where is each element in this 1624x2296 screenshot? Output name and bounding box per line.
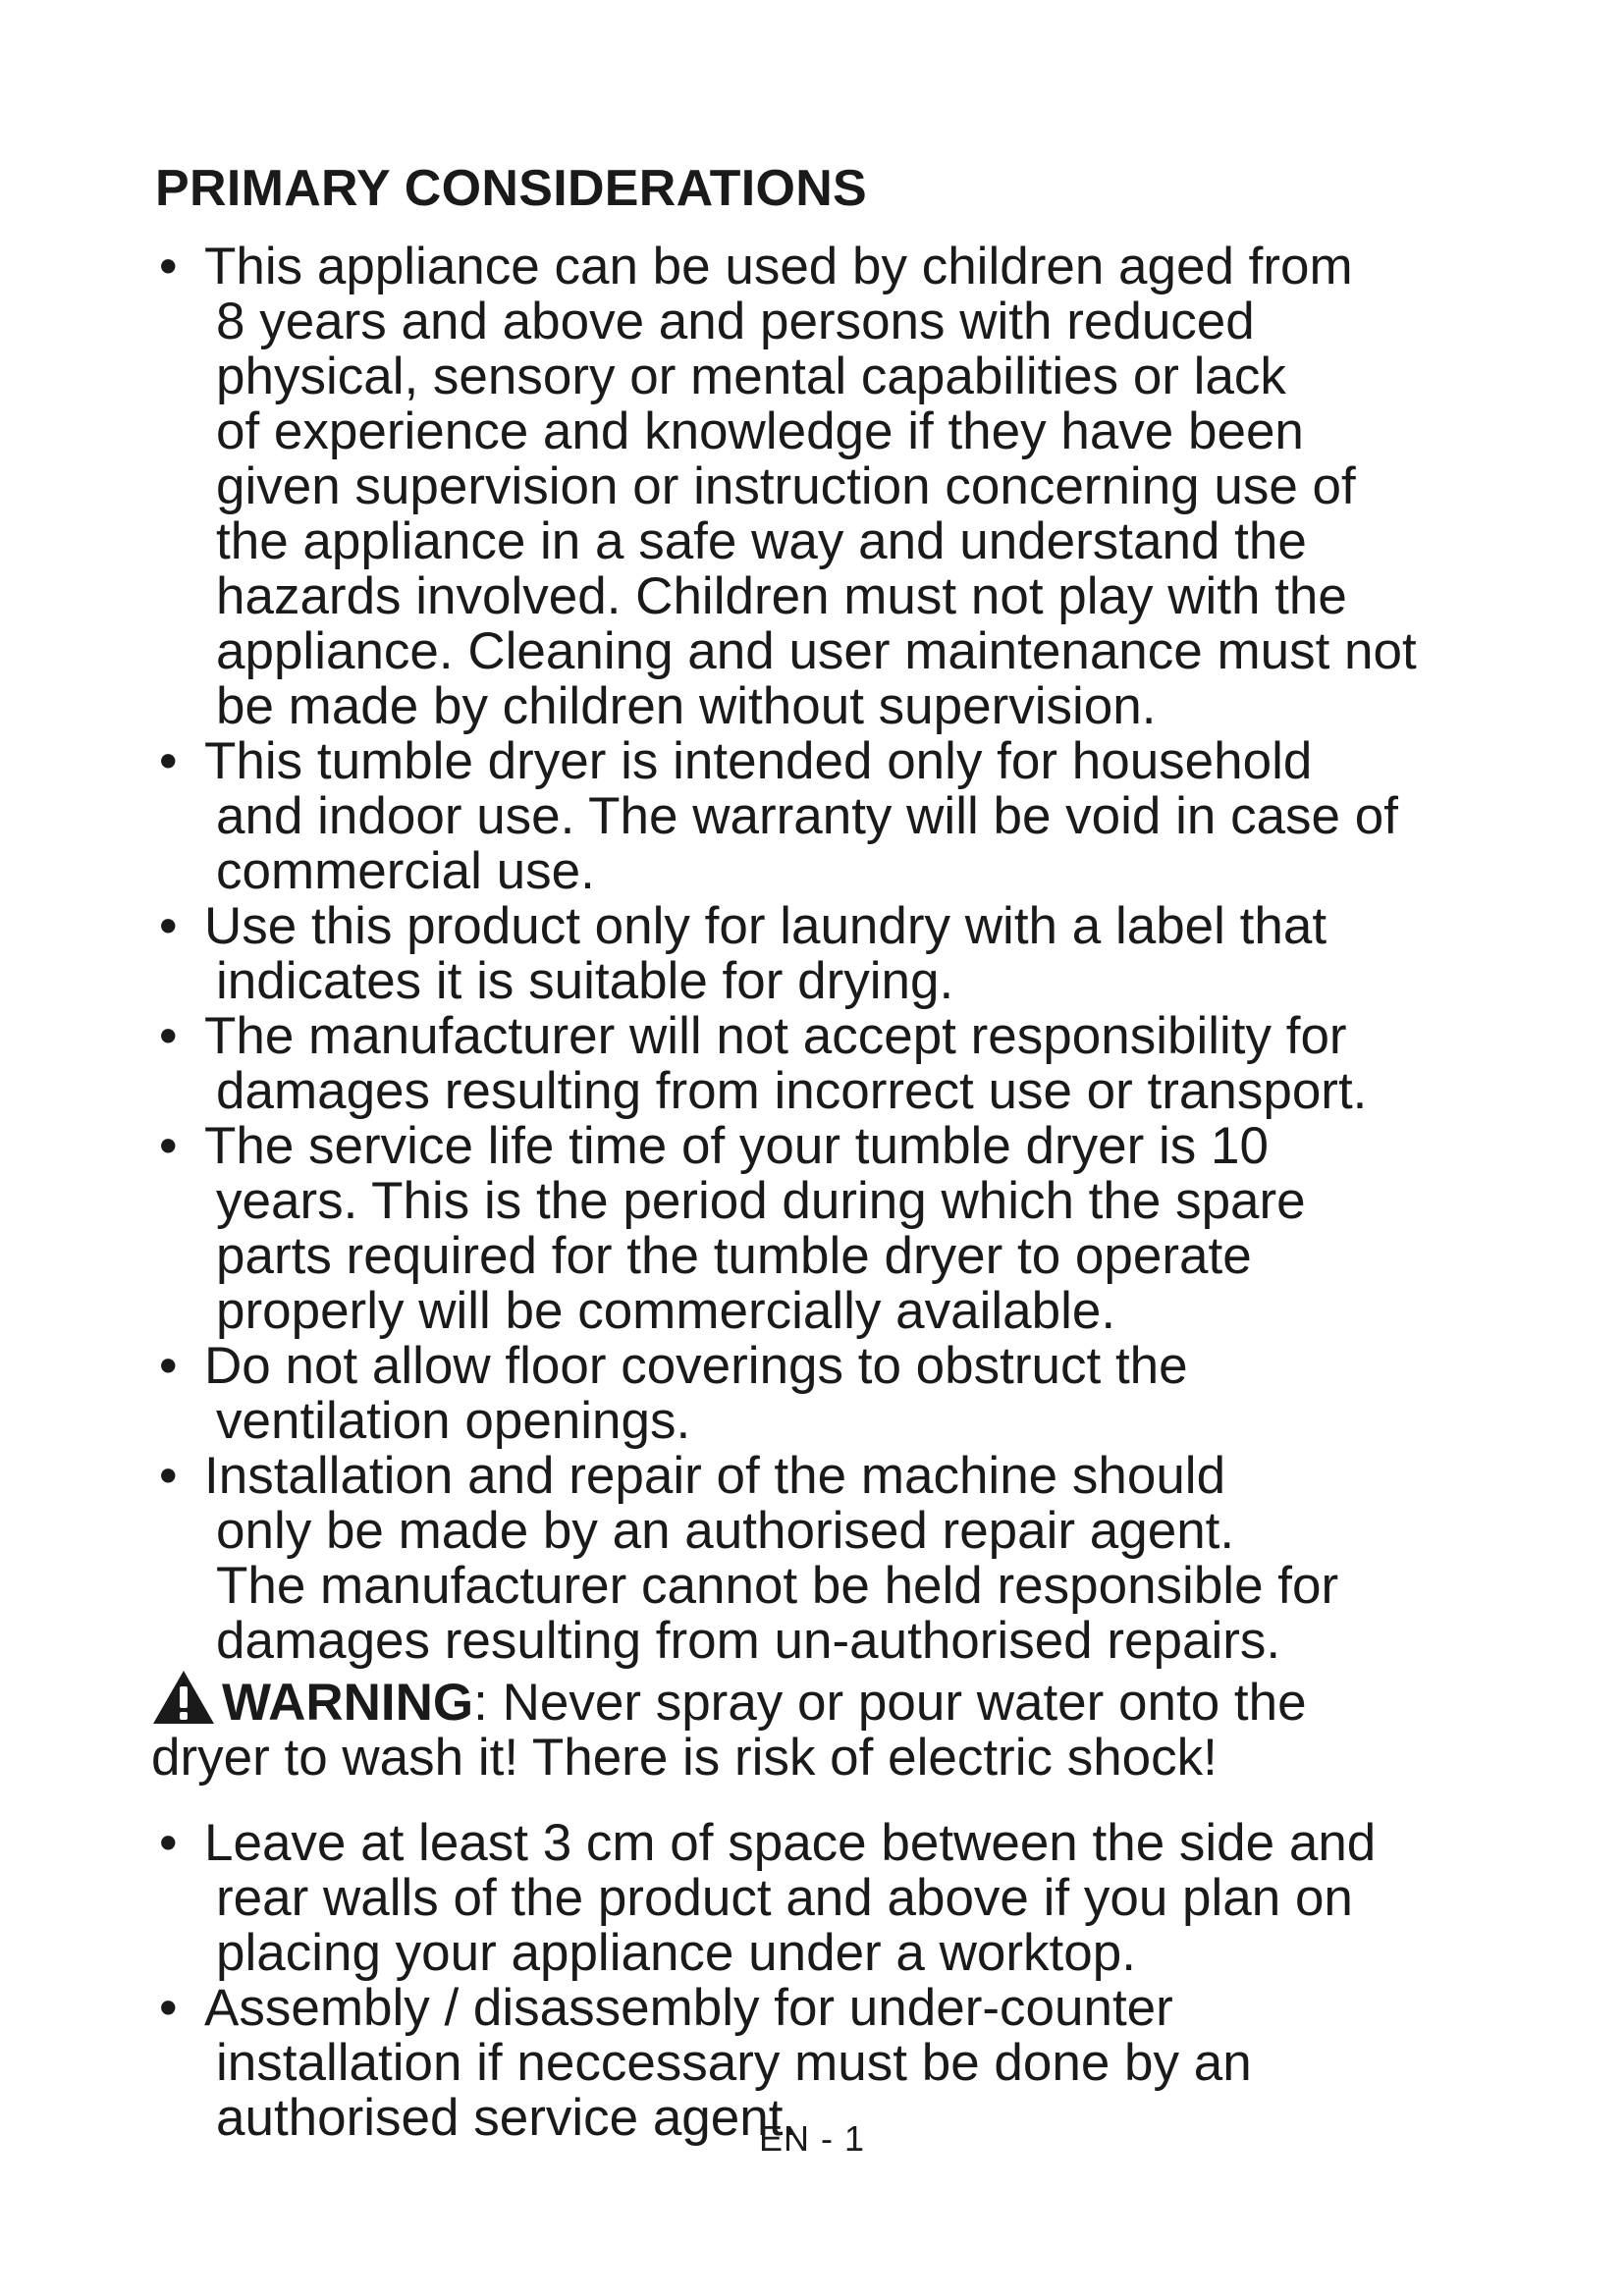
list-item <box>157 899 1512 1009</box>
list-item-first-line: • Do not allow floor coverings to obstruct the <box>204 1337 1188 1395</box>
list-item <box>157 1009 1512 1119</box>
list-item-first-line: • The service life time of your tumble dryer is 10 <box>204 1117 1269 1175</box>
list-item-first-line: • Use this product only for laundry with a label that <box>204 897 1327 955</box>
warning-text: : Never spray or pour water onto the <box>473 1674 1307 1732</box>
page-number: EN - 1 <box>758 2118 866 2159</box>
list-item <box>157 1339 1512 1449</box>
warning-triangle-icon <box>151 1669 216 1726</box>
list-item <box>157 1449 1512 1669</box>
list-item-text: rear walls of the product and above if you plan on placing your appliance under a worktop. <box>216 1869 1353 1982</box>
list-item-text: 8 years and above and persons with reduced physical, sensory or mental capabilities or lack of experience and knowledge if they have been given supervision or instruction concerning use of the appliance in a safe way and understand the hazards involved. Children must not play with the appliance. Cleaning and user maintenance must not be made by children without supervision. <box>216 293 1417 735</box>
list-item-first-line: • Assembly / disassembly for under-counter <box>204 1979 1173 2037</box>
list-item-text: ventilation openings. <box>216 1392 691 1450</box>
page-title: PRIMARY CONSIDERATIONS <box>155 160 868 217</box>
warning-label: WARNING <box>222 1674 474 1732</box>
list-item-text: damages resulting from incorrect use or transport. <box>216 1062 1368 1120</box>
list-item <box>157 1816 1512 1981</box>
list-item-first-line: • This tumble dryer is intended only for household <box>204 732 1313 790</box>
list-item-text: only be made by an authorised repair agent. The manufacturer cannot be held responsible for damages resulting from un-authorised repairs. <box>216 1502 1339 1670</box>
list-item <box>157 734 1512 899</box>
list-item-text: and indoor use. The warranty will be void in case of commercial use. <box>216 787 1398 900</box>
installation-list <box>157 1816 1512 2146</box>
warning-note <box>151 1669 1526 1786</box>
list-item-first-line: • Leave at least 3 cm of space between the side and <box>204 1814 1377 1872</box>
list-item-text: indicates it is suitable for drying. <box>216 952 954 1010</box>
considerations-list <box>157 240 1512 1669</box>
list-item-first-line: • The manufacturer will not accept responsibility for <box>204 1007 1347 1065</box>
list-item <box>157 240 1512 734</box>
warning-text-line-2: dryer to wash it! There is risk of electric shock! <box>151 1729 1218 1787</box>
list-item-first-line: • This appliance can be used by children aged from <box>204 238 1353 295</box>
list-item-first-line: • Installation and repair of the machine should <box>204 1447 1226 1505</box>
list-item-text: years. This is the period during which the spare parts required for the tumble dryer to operate properly will be commercially available. <box>216 1172 1306 1340</box>
list-item <box>157 1119 1512 1339</box>
list-item-text: installation if neccessary must be done by an authorised service agent. <box>216 2034 1252 2147</box>
